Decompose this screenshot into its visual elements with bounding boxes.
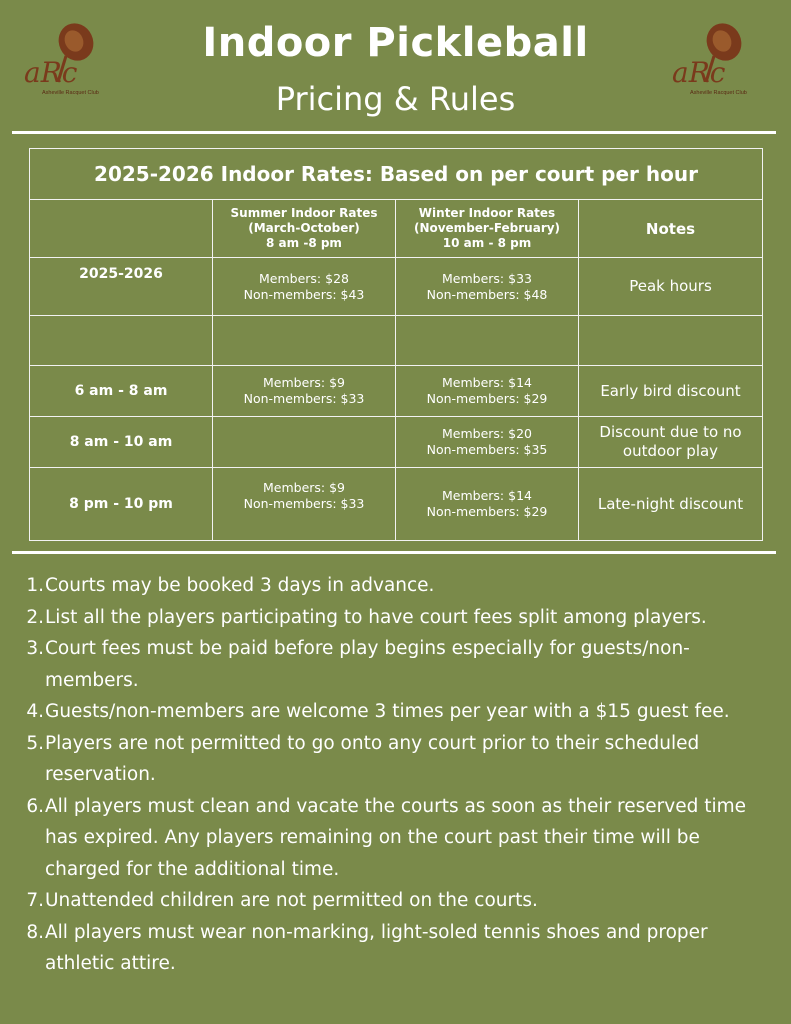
summer-rate-cell: [213, 366, 396, 417]
table-row: [30, 366, 763, 417]
rule-line: Players are not permitted to go onto any court prior to their scheduled: [45, 732, 700, 754]
rule-number: 2.: [26, 606, 44, 628]
rule-line: Court fees must be paid before play begins especially for guests/non-: [45, 638, 690, 659]
rule-line: Courts may be booked 3 days in advance.: [45, 575, 435, 596]
table-row: [30, 258, 763, 316]
rule-line: Unattended children are not permitted on the courts.: [45, 890, 538, 911]
winter-members-rate: Members: $33: [442, 270, 532, 286]
winter-nonmembers-rate: Non-members: $48: [426, 286, 548, 302]
list-item: [12, 885, 782, 917]
list-item: [12, 728, 782, 791]
rates-table-title: 2025-2026 Indoor Rates: Based on per court per hour: [30, 149, 763, 200]
rule-number: 1.: [26, 575, 44, 596]
summer-rates-header: [213, 200, 396, 258]
rule-number: 6.: [26, 795, 44, 817]
note-cell: [579, 468, 763, 541]
page-subtitle: Pricing & Rules: [275, 80, 516, 118]
summer-rate-cell: [213, 316, 396, 366]
logo-caption: Asheville Racquet Club: [42, 90, 99, 96]
winter-rate-cell: [396, 366, 579, 417]
row-label: 2025-2026: [30, 258, 213, 316]
winter-nonmembers-rate: Non-members: $29: [426, 504, 548, 519]
winter-rate-cell: [396, 417, 579, 468]
note-line1: Peak hours: [629, 277, 712, 295]
winter-rate-cell: [396, 316, 579, 366]
note-line1: Late-night discount: [597, 494, 744, 513]
rule-line: List all the players participating to have court fees split among players.: [45, 606, 707, 628]
list-item: [12, 570, 782, 602]
row-label: 8 pm - 10 pm: [30, 468, 213, 541]
winter-header-line3: 10 am - 8 pm: [442, 236, 532, 250]
list-item: [12, 791, 782, 886]
header-empty-cell: [30, 200, 213, 258]
rule-line: All players must wear non-marking, light-soled tennis shoes and proper: [45, 921, 708, 943]
rule-line: has expired. Any players remaining on the court past their time will be: [45, 827, 700, 848]
winter-members-rate: Members: $14: [442, 375, 532, 390]
summer-members-rate: Members: $9: [262, 375, 346, 390]
rule-number: 3.: [26, 638, 44, 659]
rule-number: 7.: [26, 890, 44, 911]
rule-number: 5.: [26, 732, 44, 754]
rule-line: athletic attire.: [45, 953, 176, 974]
summer-nonmembers-rate: Non-members: $33: [243, 391, 365, 406]
summer-rate-cell: [213, 417, 396, 468]
summer-members-rate: Members: $9: [262, 480, 346, 495]
table-header-row: [30, 200, 763, 258]
notes-header: Notes: [579, 200, 763, 258]
summer-rate-cell: [213, 468, 396, 541]
summer-nonmembers-rate: Non-members: $33: [243, 496, 365, 511]
row-label: 6 am - 8 am: [30, 366, 213, 417]
logo-caption: Asheville Racquet Club: [690, 90, 747, 96]
rule-line: All players must clean and vacate the courts as soon as their reserved time: [45, 795, 747, 817]
summer-members-rate: Members: $28: [259, 270, 349, 286]
rule-line: Guests/non-members are welcome 3 times per year with a $15 guest fee.: [45, 701, 730, 722]
note-line1: Early bird discount: [600, 381, 741, 400]
summer-nonmembers-rate: Non-members: $43: [243, 286, 365, 302]
rules-list: [12, 570, 782, 980]
summer-header-line1: Summer Indoor Rates: [230, 206, 378, 220]
table-row: [30, 468, 763, 541]
divider-top: [12, 131, 776, 134]
rule-line: reservation.: [45, 764, 156, 785]
note-line2: outdoor play: [622, 442, 719, 460]
list-item: [12, 633, 782, 696]
winter-members-rate: Members: $14: [442, 488, 532, 503]
note-cell: [579, 316, 763, 366]
rule-line: charged for the additional time.: [45, 858, 340, 880]
logo-text: aRc: [24, 56, 78, 89]
rates-table: [29, 148, 763, 541]
table-row: [30, 316, 763, 366]
list-item: [12, 602, 782, 634]
table-row: [30, 417, 763, 468]
summer-header-line2: (March-October): [248, 221, 360, 235]
note-line1: Discount due to no: [599, 423, 742, 441]
logo-text: aRc: [672, 56, 726, 89]
winter-header-line2: (November-February): [413, 221, 561, 235]
note-cell: [579, 366, 763, 417]
row-label: 8 am - 10 am: [30, 417, 213, 468]
list-item: [12, 917, 782, 980]
rule-number: 8.: [26, 921, 44, 943]
note-cell: [579, 258, 763, 316]
winter-header-line1: Winter Indoor Rates: [418, 206, 556, 220]
winter-rate-cell: [396, 468, 579, 541]
winter-nonmembers-rate: Non-members: $29: [426, 391, 548, 406]
note-cell: [579, 417, 763, 468]
rule-number: 4.: [26, 701, 44, 722]
winter-rates-header: [396, 200, 579, 258]
winter-rate-cell: [396, 258, 579, 316]
page-title: Indoor Pickleball: [202, 20, 589, 66]
row-label: [30, 316, 213, 366]
summer-header-line3: 8 am -8 pm: [266, 236, 342, 250]
rule-line: members.: [45, 669, 139, 691]
divider-bottom: [12, 551, 776, 554]
summer-rate-cell: [213, 258, 396, 316]
winter-members-rate: Members: $20: [442, 426, 532, 441]
list-item: [12, 696, 782, 728]
winter-nonmembers-rate: Non-members: $35: [426, 442, 548, 457]
